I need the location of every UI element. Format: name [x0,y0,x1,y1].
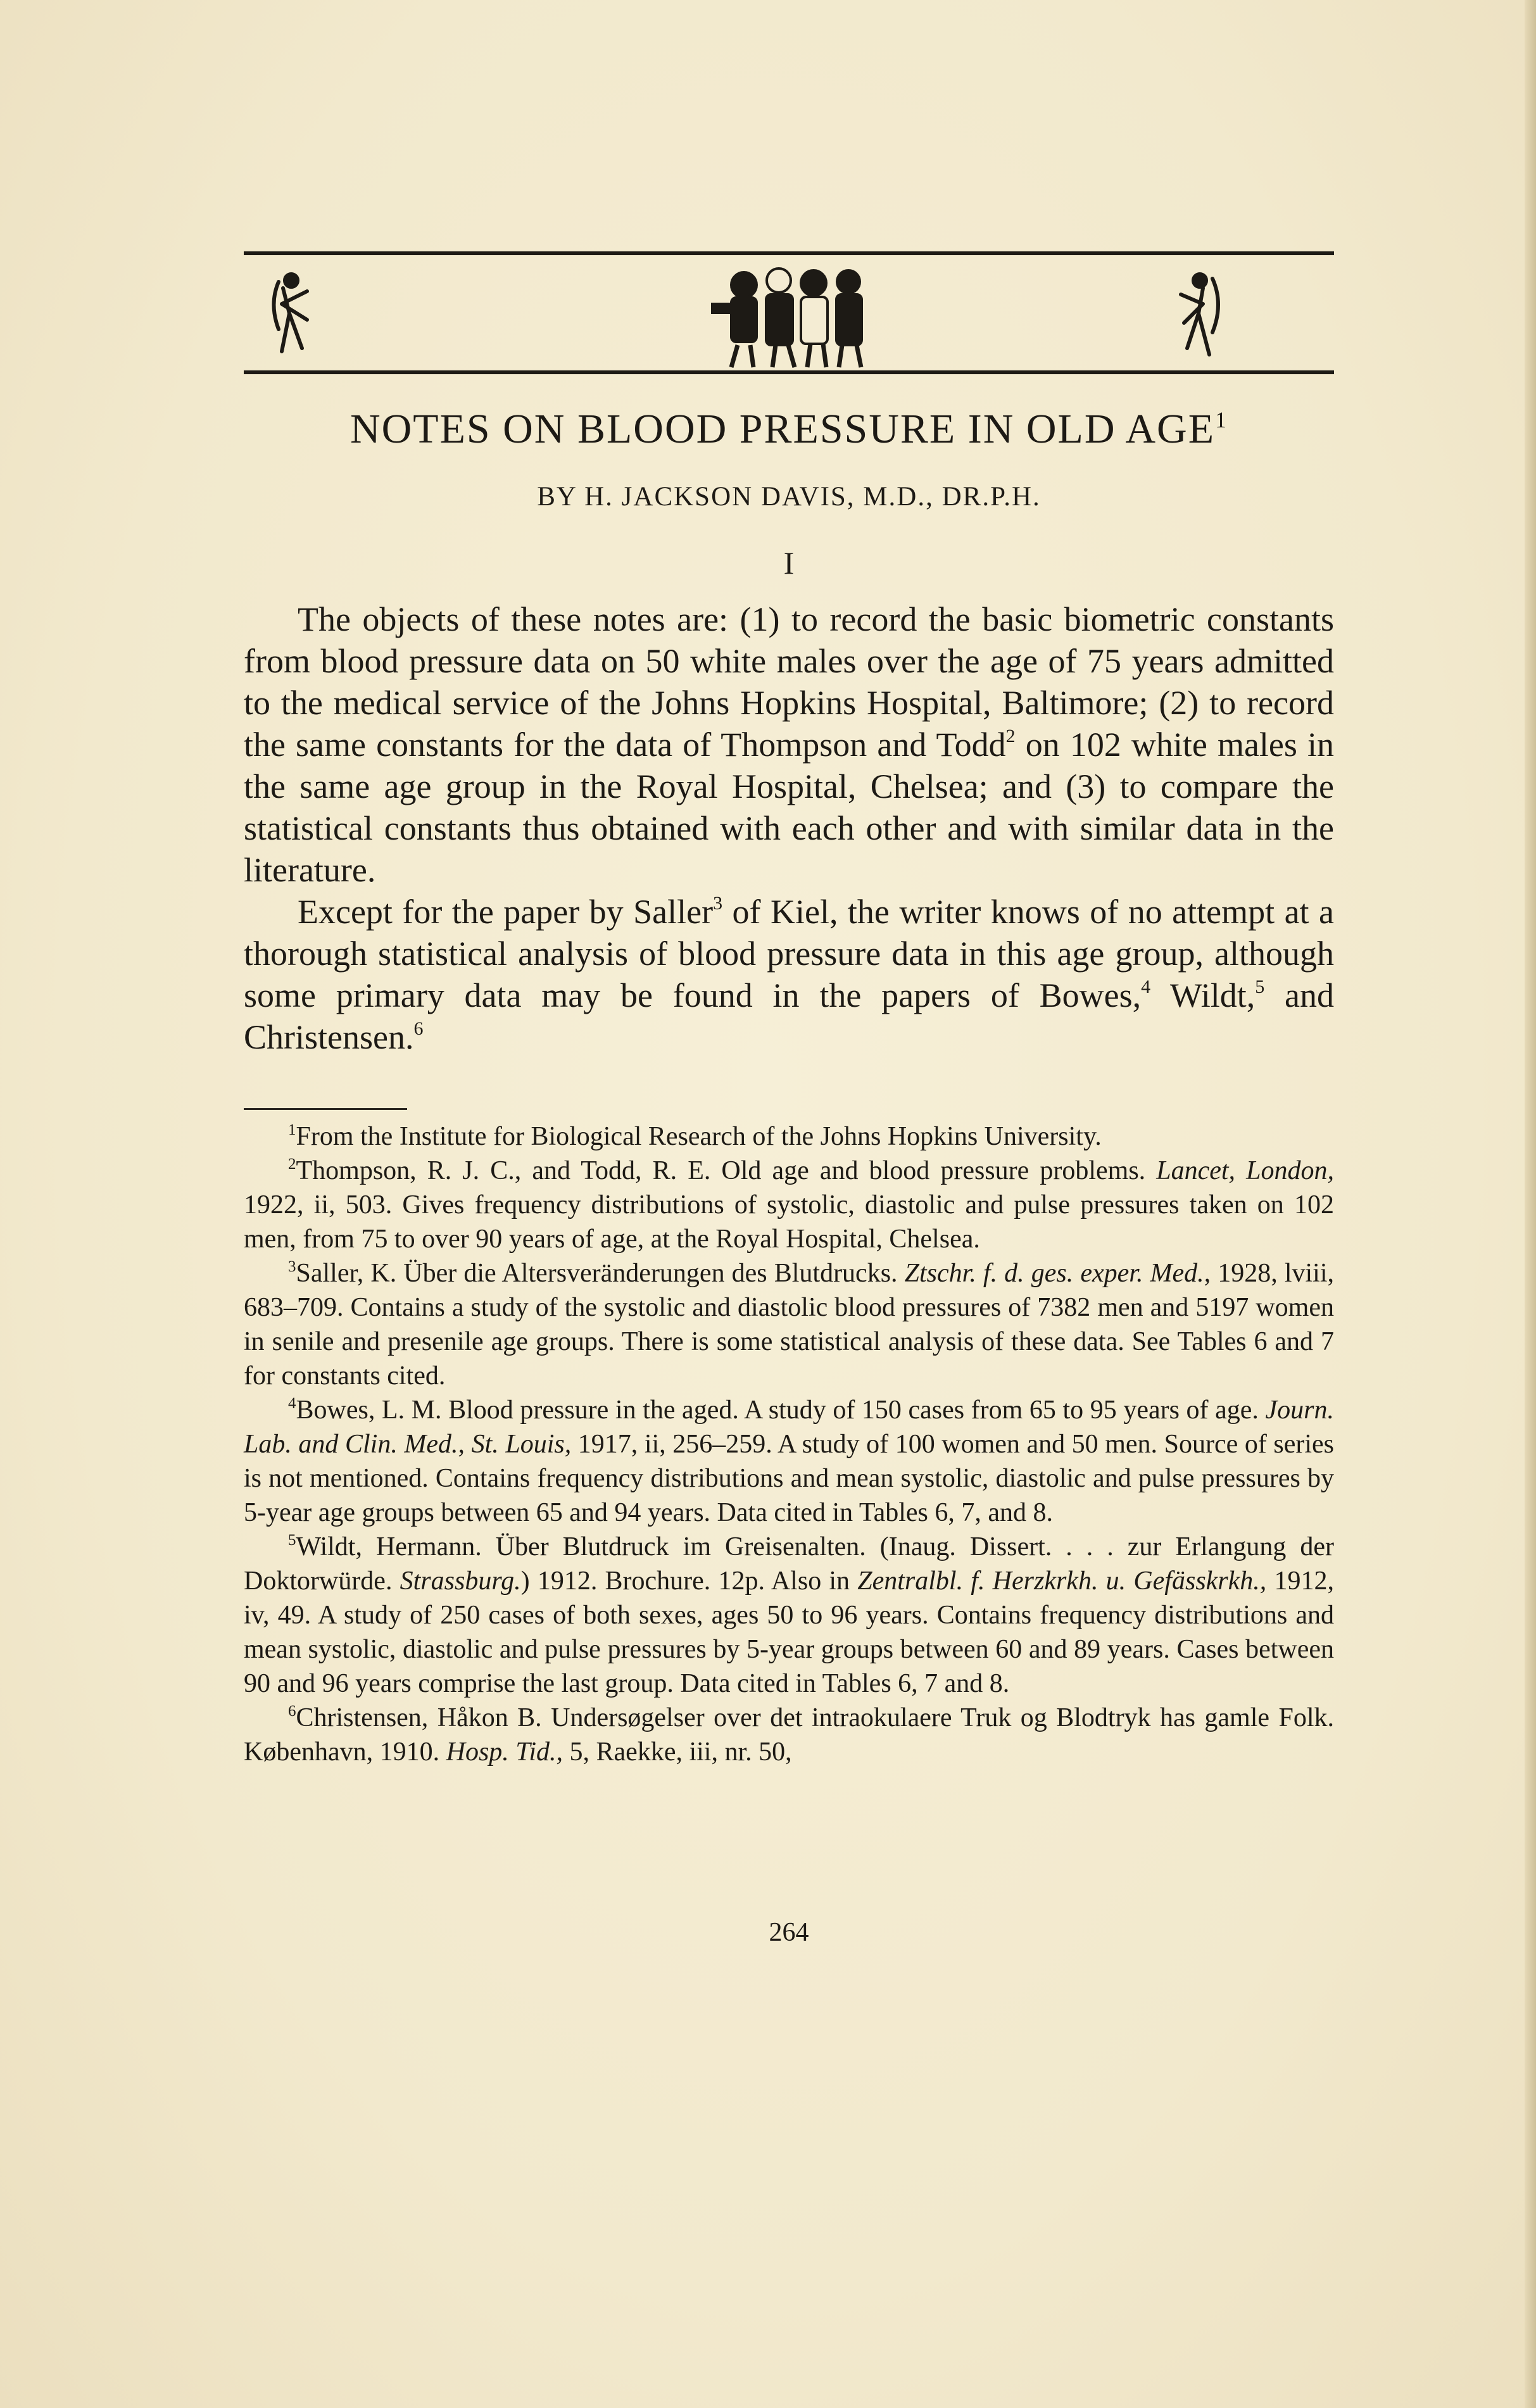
paragraph-literature: Except for the paper by Saller$^3$ of Kiel, the writer knows of no attempt at a thorough statistical analysis of blood pressure data in this age group, although some primary data may be found in the papers of Bowes,$^4$ Wildt,$^5$ and Christensen.$^6$ [244,893,1335,1056]
headpiece-ornament [244,244,1334,386]
footnote-5: $^5$Wildt, Hermann. Über Blutdruck im Greisenalten. (Inaug. Dissert. . . . zur Erlangung der Doktorwürde. Strassburg.) 1912. Brochure. 12p. Also in Zentralbl. f. Herzkrkh. u. Gefässkrkh., 1912, iv, 49. A study of 250 cases of both sexes, ages 50 to 96 years. Contains frequency distributions and mean systolic, diastolic and pulse pressures by 5-year groups between 60 and 89 years. Cases between 90 and 96 years comprise the last group. Data cited in Tables 6, 7 and 8. [244,1532,1334,1698]
footnote-ref-2: 2 [1005,726,1016,747]
footnote-1: $^1$From the Institute for Biological Research of the Johns Hopkins University. [288,1121,1102,1151]
footnote-2: $^2$Thompson, R. J. C., and Todd, R. E. Old age and blood pressure problems. Lancet, London, 1922, ii, 503. Gives frequency distributions of systolic, diastolic and pulse pressures taken on 102 men, from 75 to over 90 years of age, at the Royal Hospital, Chelsea. [244,1156,1334,1254]
paragraph-objects: The objects of these notes are: (1) to record the basic biometric constants from blood pressure data on 50 white males over the age of 75 years admitted to the medical service of the Johns Hopkins Hospital, Baltimore; (2) to record the same constants for the data of Thompson and Todd$^2$ on 102 white males in the same age group in the Royal Hospital, Chelsea; and (3) to compare the statistical constants thus obtained with each other and with similar data in the literature. [244,600,1334,889]
footnote-3: $^3$Saller, K. Über die Altersveränderungen des Blutdrucks. Ztschr. f. d. ges. exper. Med., 1928, lviii, 683–709. Contains a study of the systolic and diastolic blood pressures of 7382 men and 5197 women in senile and presenile age groups. There is some statistical analysis of these data. See Tables 6 and 7 for constants cited. [244,1258,1334,1390]
author-byline: BY H. JACKSON DAVIS, M.D., DR.P.H. [537,482,1041,512]
page-number: 264 [769,1918,809,1947]
footnote-ref-5: 5 [1255,976,1265,997]
footnote-separator [244,1108,407,1110]
body-text [244,598,1334,1058]
article-title [244,405,1334,453]
title-footnote-marker: 1 [1215,407,1228,432]
footnote-4: $^4$Bowes, L. M. Blood pressure in the aged. A study of 150 cases from 65 to 95 years of age. Journ. Lab. and Clin. Med., St. Louis, 1917, ii, 256–259. A study of 100 women and 50 men. Source of series is not mentioned. Contains frequency distributions and mean systolic, diastolic and pulse pressures by 5-year age groups between 65 and 94 years. Data cited in Tables 6, 7, and 8. [244,1395,1334,1527]
page-spine-edge [1525,0,1536,2408]
footnote-ref-3: 3 [713,893,723,914]
footnote-ref-4: 4 [1141,976,1151,997]
footnote-6: $^6$Christensen, Håkon B. Undersøgelser over det intraokulaere Truk og Blodtryk has gamle Folk. København, 1910. Hosp. Tid., 5, Raekke, iii, nr. 50, [244,1703,1334,1767]
article-title-text: NOTES ON BLOOD PRESSURE IN OLD AGE [349,406,1216,452]
footnotes [244,1119,1334,1769]
headpiece-figures-illustration [244,244,1334,386]
section-number: I [783,545,795,581]
footnote-ref-6: 6 [413,1018,424,1039]
